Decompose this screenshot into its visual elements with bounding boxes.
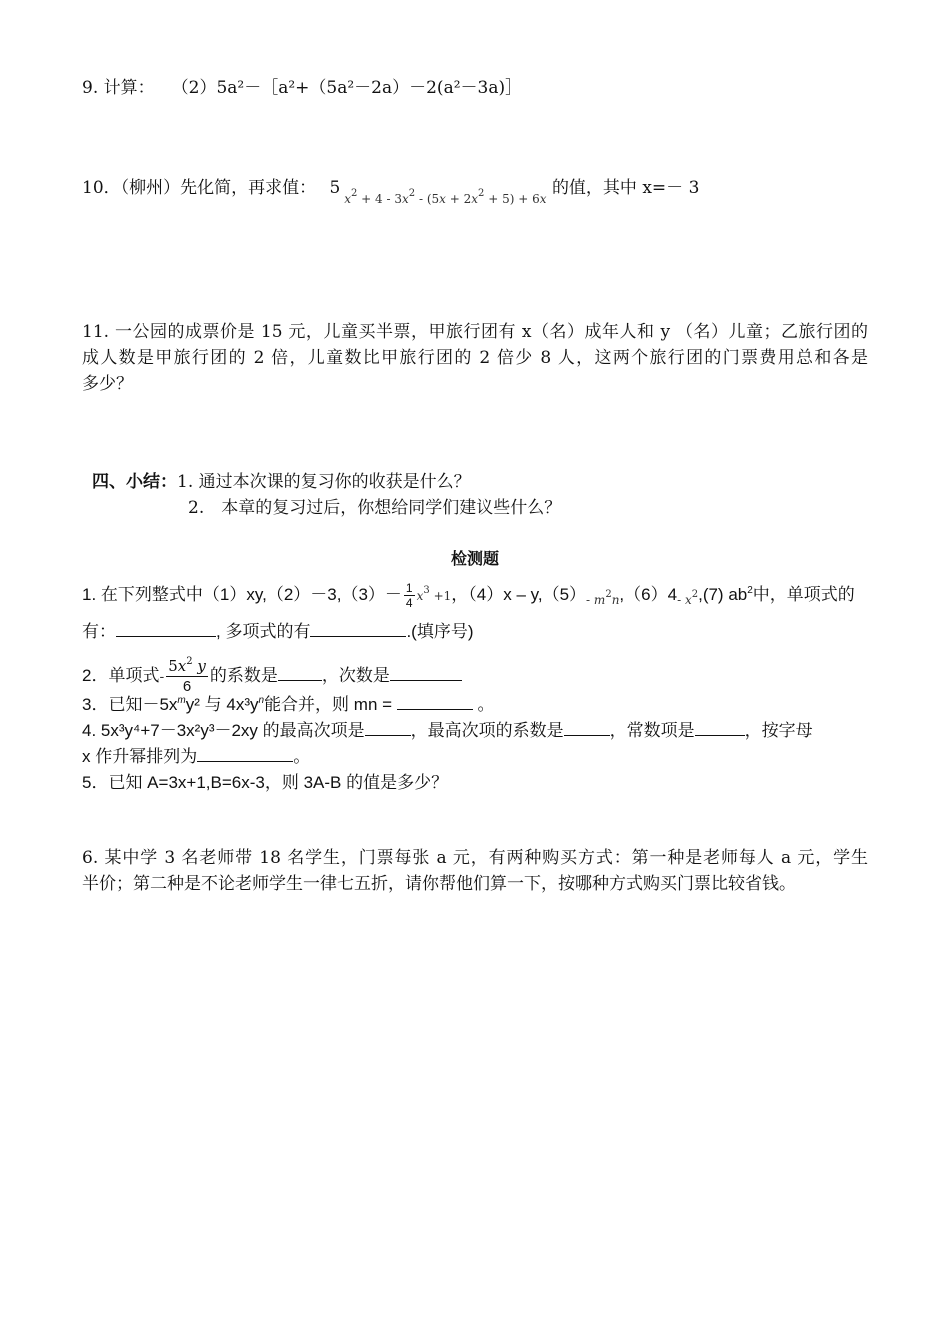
term-x-cubed-plus-1: $x^3 +1$: [416, 584, 452, 603]
answer-blank: [397, 695, 473, 710]
answer-blank: [116, 622, 216, 637]
question-10-prefix: 10．（柳州）先化简，再求值：: [82, 178, 317, 198]
answer-blank: [564, 721, 610, 736]
question-10-suffix: 的值，其中 x=－ 3: [551, 178, 700, 198]
test-question-6-line-2: 半价；第二种是不论老师学生一律七五折，请你帮他们算一下，按哪种方式购买门票比较省钱。: [82, 874, 796, 894]
test-question-5: 5．已知 A=3x+1,B=6x-3，则 3A-B 的值是多少？: [82, 773, 449, 792]
question-10-expression: 5 $_{x^2 + 4 - 3x^2 - (5x + 2x^2 + 5) + 6x}$: [329, 178, 547, 206]
answer-blank: [278, 666, 322, 681]
term-neg-x2: - x2: [677, 588, 699, 607]
question-11-line-2: 成人数是甲旅行团的 2 倍，儿童数比甲旅行团的 2 倍少 8 人，这两个旅行团的门票费用总和各是: [82, 348, 868, 368]
question-11-line-1: 11. 一公园的成票价是 15 元，儿童买半票，甲旅行团有 x（名）成年人和 y （名）儿童；乙旅行团的: [82, 322, 868, 342]
test-question-1-line-1: 1. 在下列整式中（1）xy,（2）－3,（3）－ $\frac{1}{4}$ $x^3 +1$，$(4)x - y,(5)_{- m^2n},(6)4_{- x^2},(7)$ $ab^2$中，单项式的: [82, 581, 855, 610]
answer-blank: [197, 747, 293, 762]
summary-item-2: 2. 本章的复习过后，你想给同学们建议些什么？: [188, 498, 562, 518]
question-9: [82, 76, 522, 100]
question-11-line-3: 多少？: [82, 374, 133, 394]
term-neg-m2n: - m2n: [586, 588, 620, 607]
question-10: [82, 176, 700, 206]
summary-item-1: 1. 通过本次课的复习你的收获是什么？: [177, 472, 471, 492]
test-question-1-line-2: 有： , 多项式的有 .(填序号): [82, 622, 474, 641]
answer-blank: [310, 622, 406, 637]
question-9-text: 9. 计算： （2）5a²－［a²+（5a²－2a）－2(a²－3a)］: [82, 78, 523, 98]
test-question-4-line-1: 4. 5x³y⁴+7－3x²y³－2xy 的最高次项是 ，最高次项的系数是 ，常数项是 ，按字母: [82, 721, 813, 740]
answer-blank: [390, 666, 462, 681]
answer-blank: [695, 721, 745, 736]
test-question-2: 2．单项式- $\frac{5x^2 y}{6}$ 的系数是 ，次数是: [82, 656, 462, 697]
fraction-5x2y-over-6: $\frac{5x^2 y}{6}$: [168, 656, 206, 695]
answer-blank: [365, 721, 411, 736]
test-question-3: 3．已知$-5x^my^2$ 与 $4x^3y^n$能合并，则 mn = 。: [82, 695, 495, 714]
summary-heading: 四、小结：: [92, 472, 177, 492]
fraction-one-quarter: $\frac{1}{4}$: [405, 581, 413, 610]
test-question-4-line-2: x 作升幂排列为 。: [82, 747, 311, 766]
test-title: 检测题: [450, 549, 499, 568]
test-question-6-line-1: 6. 某中学 3 名老师带 18 名学生，门票每张 a 元，有两种购买方式：第一种是老师每人 a 元，学生: [82, 848, 868, 868]
summary-line-1: [92, 470, 471, 494]
